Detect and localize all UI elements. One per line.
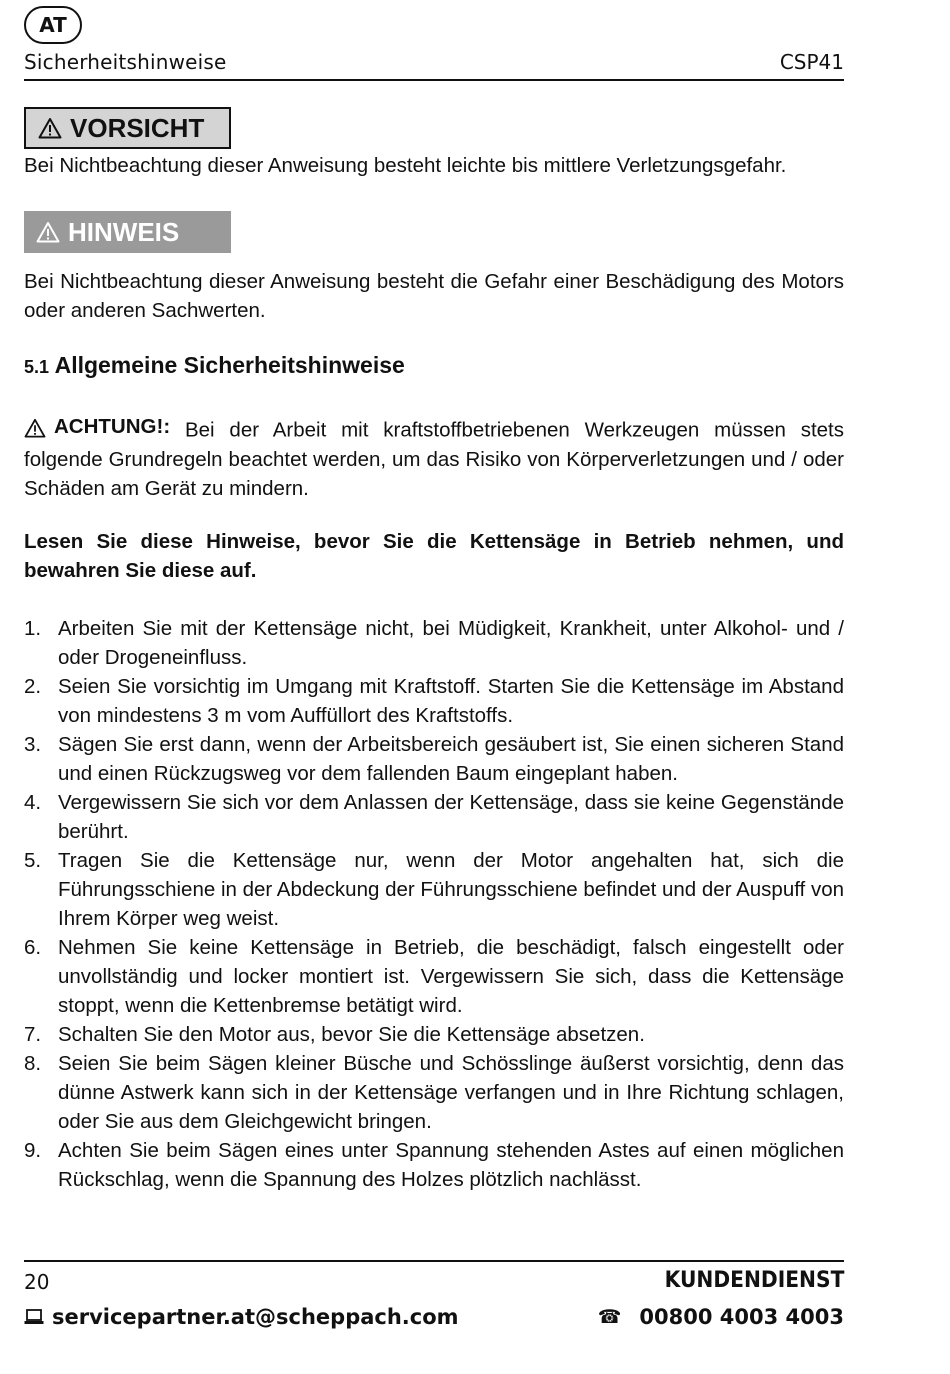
footer-divider [24,1260,844,1262]
achtung-label: ACHTUNG!: [54,415,171,438]
hinweis-label: HINWEIS [68,216,180,247]
header-model: CSP41 [779,50,844,74]
warning-triangle-icon [38,117,62,139]
warning-triangle-icon [36,221,60,243]
hinweis-label-box [24,211,231,253]
list-item-number: 5. [24,849,42,872]
section-title: Allgemeine Sicherheitshinweise [54,352,405,378]
service-title: KUNDENDIENST [664,1268,844,1293]
list-item-number: 4. [24,791,42,814]
country-code: AT [39,13,67,37]
footer-email [24,1305,459,1329]
achtung-label-group [24,412,170,441]
service-phone[interactable]: 00800 4003 4003 [639,1305,844,1329]
list-item-text: Tragen Sie die Kettensäge nur, wenn der Motor angehalten hat, sich die Führungsschiene in der Abdeckung der Führungsschiene befindet und der Auspuff von Ihrem Körper weg weist. [58,849,844,930]
vorsicht-label: VORSICHT [70,112,205,143]
laptop-icon [24,1309,44,1325]
list-item-text: Nehmen Sie keine Kettensäge in Betrieb, die beschädigt, falsch eingestellt oder unvollständig und locker montiert ist. Vergewissern Sie sich, dass die Kettensäge stoppt, wenn die Kettenbremse betätigt wird. [58,936,844,1017]
list-item [24,933,844,1020]
achtung-text: Bei der Arbeit mit kraftstoffbetriebenen Werkzeugen müssen stets folgende Grundregeln beachtet werden, um das Risiko von Körperverletzungen und / oder Schäden am Gerät zu mindern. [24,418,844,500]
safety-rules-list [24,614,844,1194]
list-item [24,846,844,933]
list-item-text: Vergewissern Sie sich vor dem Anlassen der Kettensäge, dass sie keine Gegenstände berührt. [58,791,844,843]
header-divider [24,79,844,81]
vorsicht-text: Bei Nichtbeachtung dieser Anweisung besteht leichte bis mittlere Verletzungsgefahr. [24,154,787,177]
list-item-number: 8. [24,1052,42,1075]
country-badge [24,6,82,44]
list-item-number: 9. [24,1139,42,1162]
list-item-number: 1. [24,617,42,640]
telephone-icon: ☎ [597,1306,622,1328]
hinweis-text: Bei Nichtbeachtung dieser Anweisung besteht die Gefahr einer Beschädigung des Motors oder anderen Sachwerten. [24,270,844,322]
list-item [24,1049,844,1136]
list-item-text: Seien Sie beim Sägen kleiner Büsche und Schösslinge äußerst vorsichtig, denn das dünne Astwerk kann sich in der Kettensäge verfangen und in Ihre Richtung schlagen, oder Sie aus dem Gleichgewicht bringen. [58,1052,844,1133]
list-item-text: Achten Sie beim Sägen eines unter Spannung stehenden Astes auf einen möglichen Rückschlag, wenn die Spannung des Holzes plötzlich nachlässt. [58,1139,844,1191]
list-item [24,672,844,730]
list-item-number: 3. [24,733,42,756]
warning-triangle-icon [24,418,46,438]
section-number: 5.1 [24,357,50,377]
list-item-text: Arbeiten Sie mit der Kettensäge nicht, bei Müdigkeit, Krankheit, unter Alkohol- und / oder Drogeneinfluss. [58,617,844,669]
list-item-number: 7. [24,1023,42,1046]
list-item [24,788,844,846]
achtung-paragraph [24,412,844,503]
list-item-text: Sägen Sie erst dann, wenn der Arbeitsbereich gesäubert ist, Sie einen sicheren Stand und einen Rückzugsweg vor dem fallenden Baum eingeplant haben. [58,733,844,785]
list-item-number: 2. [24,675,42,698]
list-item [24,614,844,672]
list-item [24,730,844,788]
read-notice: Lesen Sie diese Hinweise, bevor Sie die Kettensäge in Betrieb nehmen, und bewahren Sie diese auf. [24,530,844,582]
list-item-text: Schalten Sie den Motor aus, bevor Sie die Kettensäge absetzen. [58,1023,645,1046]
list-item-text: Seien Sie vorsichtig im Umgang mit Kraftstoff. Starten Sie die Kettensäge im Abstand von mindestens 3 m vom Auffüllort des Kraftstoffs. [58,675,844,727]
header-section-title: Sicherheitshinweise [24,50,227,74]
list-item-number: 6. [24,936,42,959]
page-number: 20 [24,1270,50,1294]
list-item [24,1136,844,1194]
section-heading [24,352,405,379]
service-email[interactable]: servicepartner.at@scheppach.com [52,1305,459,1329]
footer-phone [598,1305,844,1329]
list-item [24,1020,844,1049]
vorsicht-label-box [24,107,231,149]
